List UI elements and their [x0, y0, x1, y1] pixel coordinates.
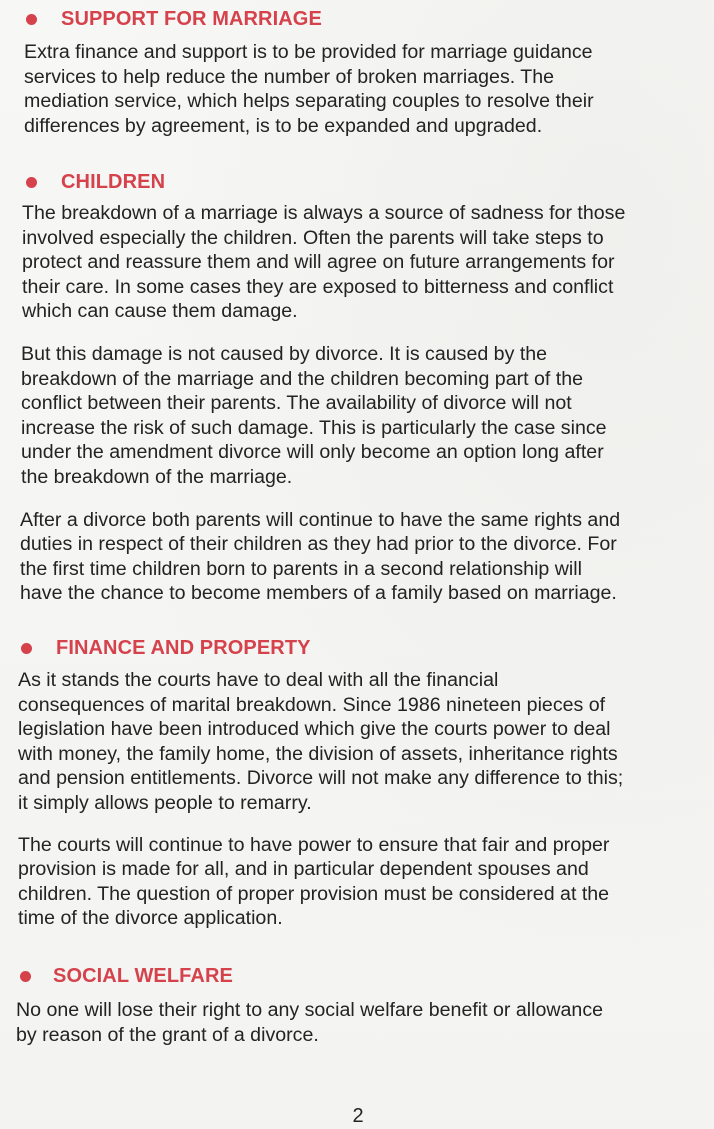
section-heading: [0, 169, 714, 195]
text-line: it simply allows people to remarry.: [18, 791, 312, 814]
text-line: the breakdown of the marriage.: [21, 465, 293, 488]
paragraph: [18, 833, 714, 931]
text-line: consequences of marital breakdown. Since 1986 nineteen pieces of: [18, 693, 606, 716]
text-line: which can cause them damage.: [22, 300, 298, 323]
text-line: children. The question of proper provision must be considered at the: [18, 882, 610, 905]
text-line: No one will lose their right to any social welfare benefit or allowance: [16, 999, 604, 1021]
text-line: The breakdown of a marriage is always a source of sadness for those: [22, 202, 626, 224]
section-children: [0, 169, 714, 606]
text-line: mediation service, which helps separating couples to resolve their: [24, 90, 594, 113]
text-line: As it stands the courts have to deal with all the financial: [18, 669, 499, 691]
section-social-welfare: [0, 963, 714, 1047]
text-line: breakdown of the marriage and the children becoming part of the: [21, 367, 584, 390]
paragraph: [24, 40, 714, 138]
text-line: Extra finance and support is to be provided for marriage guidance: [24, 41, 593, 63]
section-heading: [0, 6, 714, 32]
text-line: The courts will continue to have power to ensure that fair and proper: [18, 833, 610, 856]
text-line: increase the risk of such damage. This is particularly the case since: [21, 416, 607, 439]
section-support-for-marriage: [0, 6, 714, 138]
page-number: [0, 1104, 714, 1128]
heading-children: CHILDREN: [61, 171, 166, 193]
text-line: time of the divorce application.: [18, 907, 283, 930]
text-line: provision is made for all, and in particular dependent spouses and: [18, 858, 589, 881]
paragraph: [18, 668, 714, 816]
text-line: by reason of the grant of a divorce.: [16, 1023, 319, 1046]
bullet-icon: [21, 643, 32, 654]
paragraph: [16, 998, 714, 1047]
section-heading: [0, 635, 714, 661]
section-finance-and-property: [0, 635, 714, 931]
text-line: and pension entitlements. Divorce will not make any difference to this;: [18, 767, 624, 790]
text-line: legislation have been introduced which give the courts power to deal: [18, 718, 611, 741]
section-heading: [0, 963, 714, 989]
text-line: have the chance to become members of a family based on marriage.: [20, 582, 617, 605]
text-line: with money, the family home, the division of assets, inheritance rights: [18, 742, 618, 765]
text-line: differences by agreement, is to be expanded and upgraded.: [24, 114, 543, 137]
text-line: conflict between their parents. The availability of divorce will not: [21, 392, 572, 415]
heading-finance-and-property: FINANCE AND PROPERTY: [56, 637, 311, 659]
text-line: After a divorce both parents will continue to have the same rights and: [20, 508, 621, 531]
paragraph: [21, 342, 714, 490]
text-line: duties in respect of their children as they had prior to the divorce. For: [20, 533, 617, 556]
text-line: protect and reassure them and will agree on future arrangements for: [22, 251, 615, 274]
bullet-icon: [20, 971, 31, 982]
text-line: services to help reduce the number of broken marriages. The: [24, 65, 555, 88]
text-line: But this damage is not caused by divorce. It is caused by the: [21, 342, 548, 365]
heading-social-welfare: SOCIAL WELFARE: [53, 965, 233, 987]
page-number-text: 2: [352, 1105, 364, 1127]
paragraph: [22, 201, 714, 324]
heading-support-for-marriage: SUPPORT FOR MARRIAGE: [61, 8, 322, 30]
bullet-icon: [26, 177, 37, 188]
text-line: under the amendment divorce will only become an option long after: [21, 441, 604, 464]
bullet-icon: [26, 14, 37, 25]
text-line: the first time children born to parents in a second relationship will: [20, 557, 582, 580]
text-line: their care. In some cases they are exposed to bitterness and conflict: [22, 275, 614, 298]
paragraph: [20, 508, 714, 606]
text-line: involved especially the children. Often the parents will take steps to: [22, 226, 604, 249]
